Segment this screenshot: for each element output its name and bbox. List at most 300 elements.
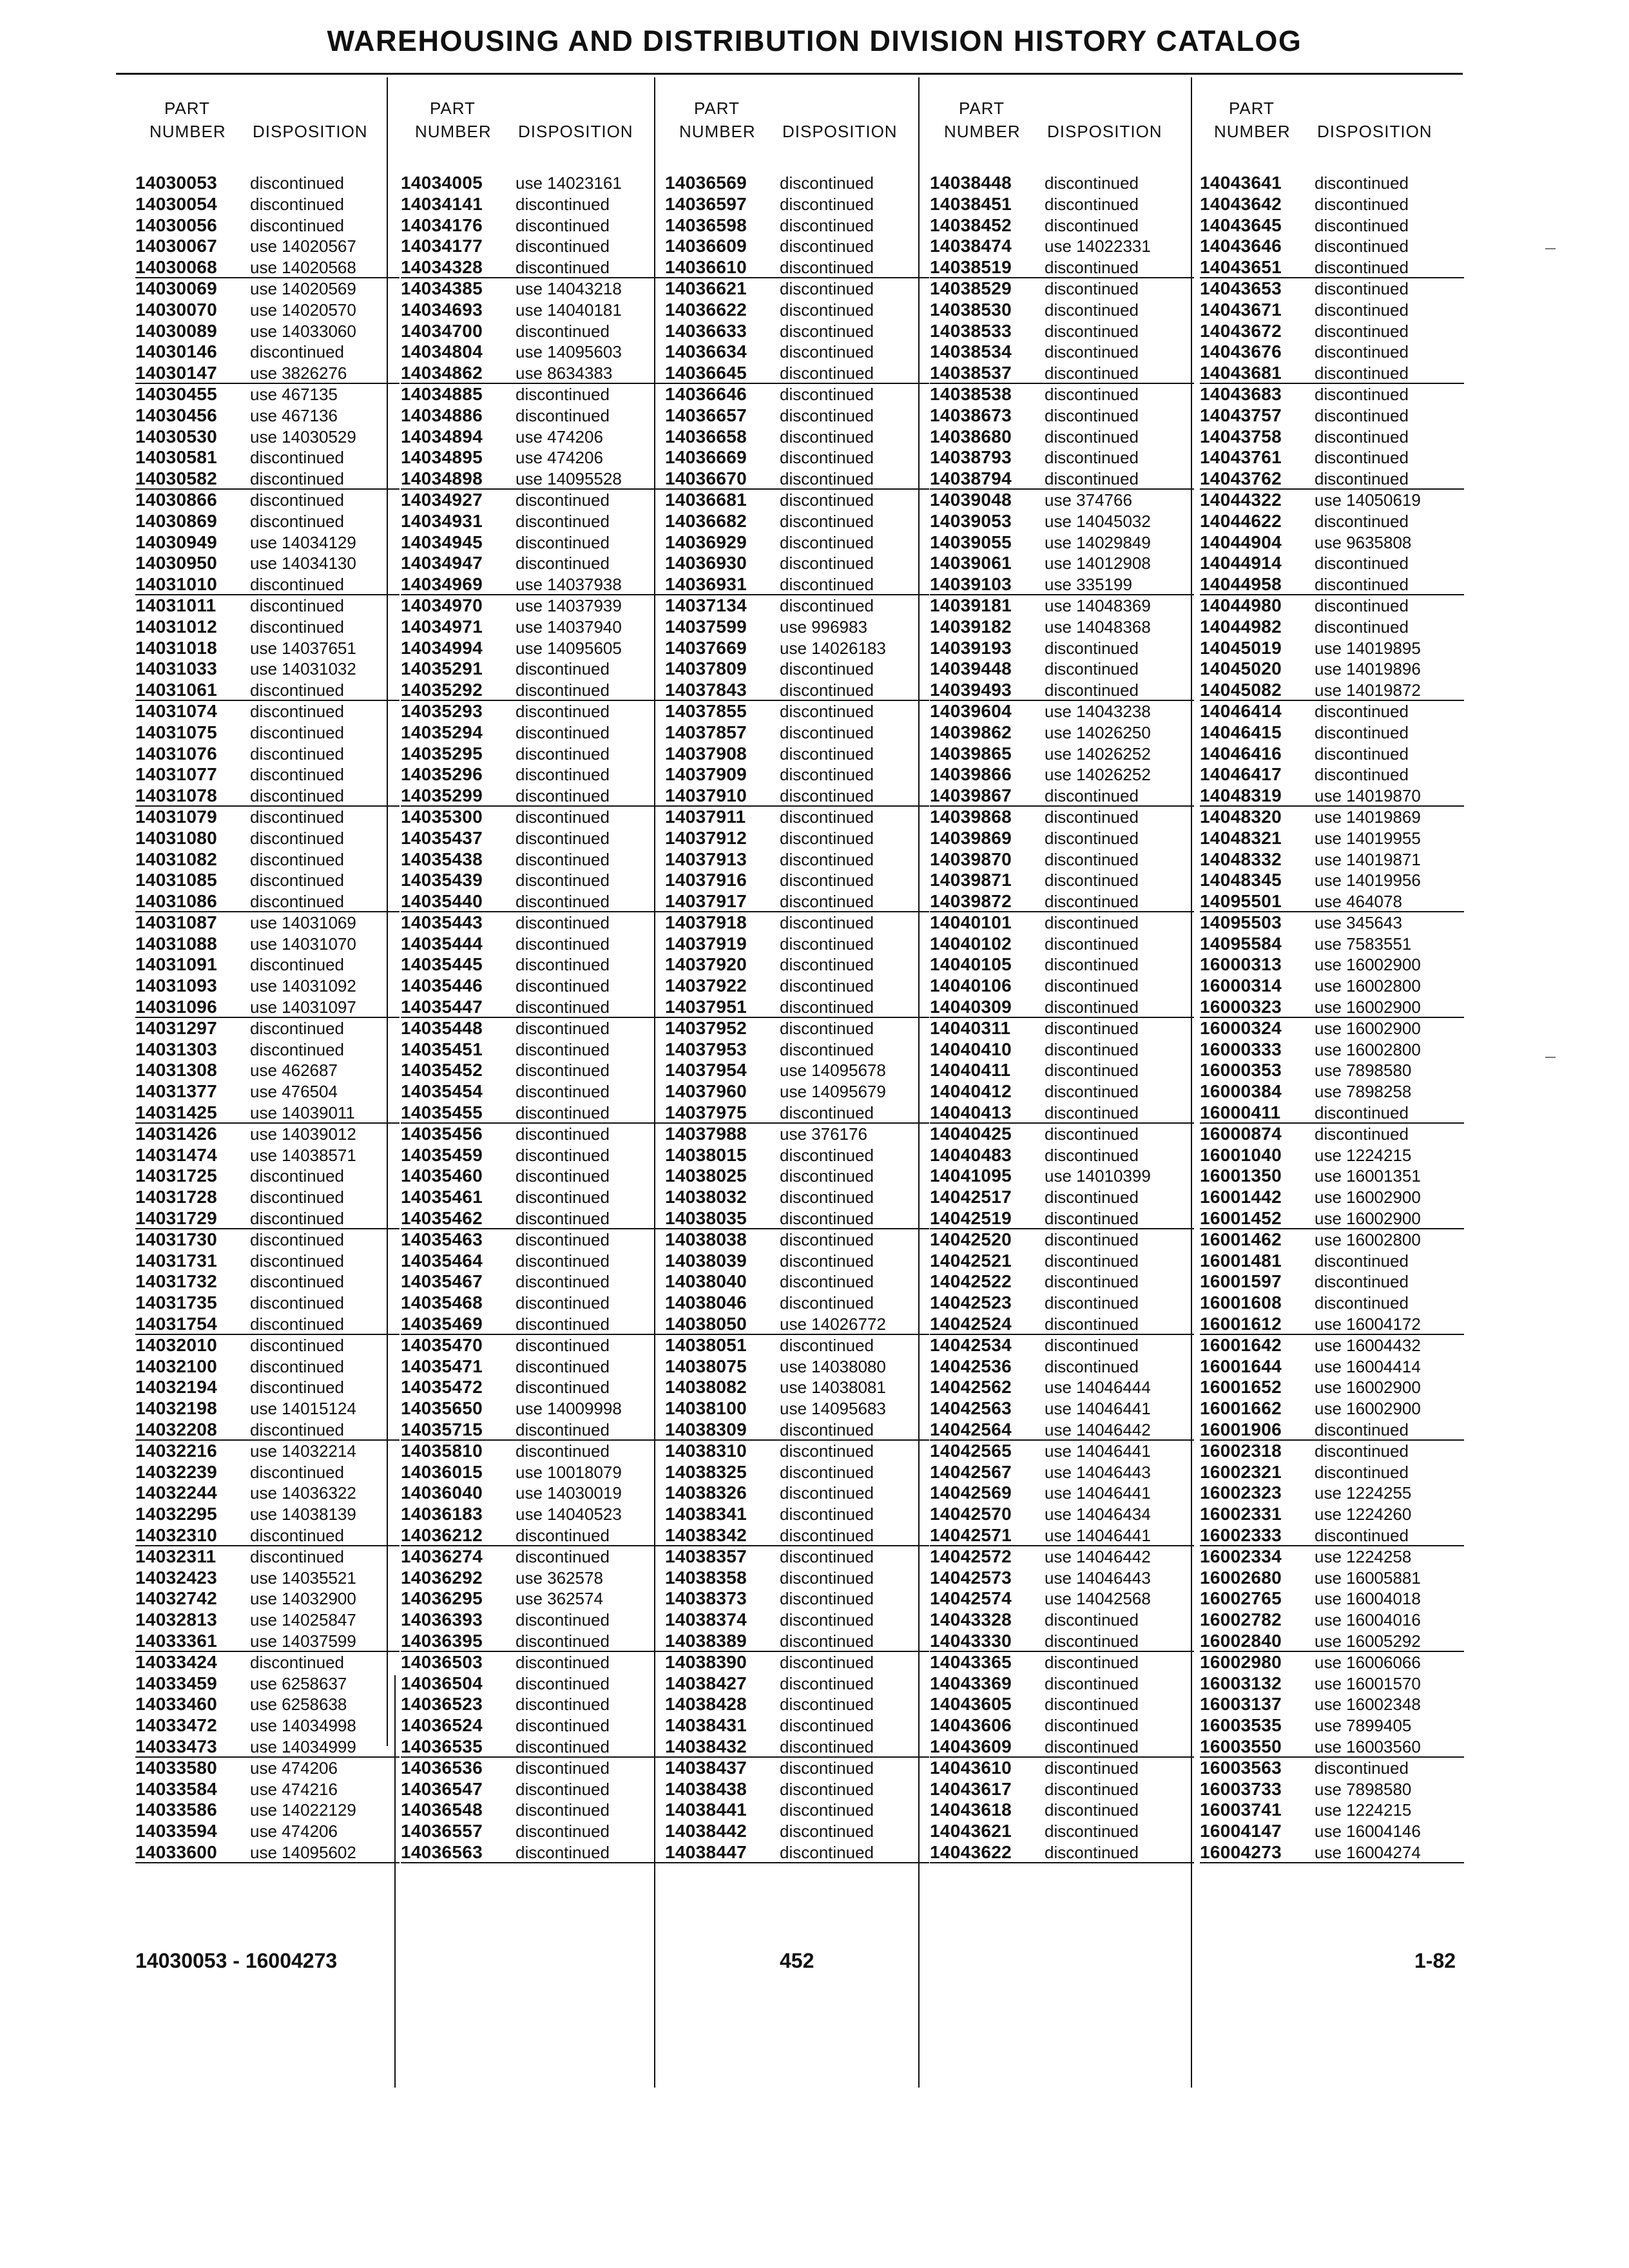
- disposition: discontinued: [780, 659, 874, 679]
- disposition: discontinued: [250, 173, 344, 193]
- catalog-row: [930, 785, 1194, 807]
- catalog-row: [135, 658, 400, 680]
- disposition: discontinued: [780, 278, 874, 298]
- catalog-rows: [1200, 173, 1464, 1863]
- catalog-row: [930, 1060, 1194, 1081]
- catalog-row: [665, 1631, 929, 1652]
- disposition: discontinued: [516, 892, 610, 912]
- catalog-row: [665, 1441, 929, 1462]
- disposition: discontinued: [516, 1378, 610, 1398]
- part-number: 14038051: [665, 1334, 747, 1355]
- disposition: use 345643: [1315, 912, 1402, 932]
- catalog-row: [930, 511, 1194, 532]
- part-number: 14095501: [1200, 891, 1282, 912]
- part-number: 14044958: [1200, 574, 1282, 595]
- part-number: 14033580: [135, 1757, 217, 1778]
- disposition: discontinued: [516, 1124, 610, 1144]
- disposition: use 14019955: [1315, 828, 1421, 848]
- part-number: 14030949: [135, 532, 217, 552]
- disposition: discontinued: [780, 1736, 874, 1756]
- part-number: 14033600: [135, 1841, 217, 1862]
- part-number: 14031079: [135, 806, 217, 827]
- header-part: PART: [430, 99, 476, 118]
- catalog-row: [930, 215, 1194, 236]
- disposition: discontinued: [516, 1610, 610, 1630]
- disposition: discontinued: [516, 1716, 610, 1736]
- catalog-row: [135, 511, 400, 532]
- disposition: discontinued: [780, 1293, 874, 1313]
- disposition: discontinued: [250, 807, 344, 827]
- catalog-row: [135, 1842, 400, 1863]
- part-number: 14042570: [930, 1504, 1012, 1524]
- catalog-row: [135, 173, 400, 194]
- disposition: discontinued: [516, 1166, 610, 1186]
- catalog-row: [401, 1018, 665, 1039]
- catalog-row: [401, 1652, 665, 1673]
- catalog-row: [401, 595, 665, 617]
- catalog-row: [930, 300, 1194, 321]
- part-number: 14048319: [1200, 785, 1282, 806]
- disposition: discontinued: [1315, 1758, 1409, 1778]
- disposition: discontinued: [1045, 1039, 1139, 1059]
- catalog-row: [135, 1673, 400, 1695]
- disposition: discontinued: [1045, 1209, 1139, 1229]
- catalog-row: [135, 1610, 400, 1631]
- part-number: 14035715: [401, 1419, 483, 1440]
- catalog-row: [930, 278, 1194, 300]
- part-number: 14032311: [135, 1546, 217, 1566]
- disposition: discontinued: [1315, 1420, 1409, 1440]
- disposition: use 3826276: [250, 363, 347, 383]
- part-number: 14037951: [665, 997, 747, 1017]
- part-number: 14036598: [665, 215, 747, 235]
- catalog-row: [401, 934, 665, 955]
- catalog-row: [135, 828, 400, 849]
- catalog-row: [401, 574, 665, 595]
- disposition: use 10018079: [516, 1462, 622, 1482]
- part-number: 14031303: [135, 1039, 217, 1059]
- disposition: use 16006066: [1315, 1652, 1421, 1672]
- part-number: 14030582: [135, 468, 217, 489]
- disposition: discontinued: [1315, 448, 1409, 468]
- disposition: discontinued: [250, 1314, 344, 1334]
- disposition: discontinued: [1045, 934, 1139, 954]
- disposition: discontinued: [516, 1526, 610, 1545]
- catalog-row: [135, 1568, 400, 1589]
- header-part: PART: [1229, 99, 1275, 118]
- part-number: 14040101: [930, 912, 1012, 932]
- catalog-row: [1200, 975, 1464, 997]
- part-number: 14037917: [665, 891, 747, 912]
- disposition: discontinued: [516, 765, 610, 785]
- part-number: 14035470: [401, 1334, 483, 1355]
- disposition: discontinued: [516, 1441, 610, 1461]
- catalog-row: [665, 1800, 929, 1821]
- part-number: 14038039: [665, 1250, 747, 1271]
- part-number: 14035447: [401, 997, 483, 1017]
- disposition: use 462687: [250, 1061, 338, 1081]
- disposition: discontinued: [250, 701, 344, 721]
- catalog-row: [1200, 468, 1464, 490]
- catalog-row: [135, 1694, 400, 1715]
- disposition: discontinued: [1045, 1736, 1139, 1756]
- part-number: 14037912: [665, 827, 747, 848]
- part-number: 14039193: [930, 637, 1012, 658]
- catalog-row: [135, 532, 400, 553]
- disposition: discontinued: [1045, 1251, 1139, 1271]
- disposition: discontinued: [250, 870, 344, 890]
- catalog-row: [1200, 1673, 1464, 1695]
- part-number: 14030146: [135, 341, 217, 362]
- catalog-row: [1200, 1842, 1464, 1863]
- disposition: use 464078: [1315, 892, 1402, 912]
- disposition: use 476504: [250, 1082, 338, 1102]
- catalog-row: [401, 1462, 665, 1483]
- disposition: discontinued: [516, 258, 610, 278]
- catalog-row: [401, 1166, 665, 1187]
- part-number: 14036292: [401, 1567, 483, 1588]
- part-number: 14043365: [930, 1651, 1012, 1672]
- disposition: use 14046443: [1045, 1568, 1151, 1588]
- disposition: discontinued: [780, 427, 874, 447]
- part-number: 16001612: [1200, 1314, 1282, 1334]
- part-number: 14031085: [135, 870, 217, 890]
- part-number: 14035444: [401, 933, 483, 954]
- part-number: 14042517: [930, 1187, 1012, 1207]
- disposition: use 14019896: [1315, 659, 1421, 679]
- catalog-row: [135, 341, 400, 363]
- catalog-row: [1200, 1335, 1464, 1356]
- part-number: 14039867: [930, 785, 1012, 806]
- part-number: 14038310: [665, 1440, 747, 1461]
- catalog-row: [401, 321, 665, 342]
- catalog-row: [930, 1293, 1194, 1314]
- part-number: 14039448: [930, 658, 1012, 679]
- part-number: 14035293: [401, 700, 483, 721]
- part-number: 14040411: [930, 1060, 1011, 1081]
- catalog-row: [401, 1124, 665, 1145]
- disposition: discontinued: [1045, 870, 1139, 890]
- part-number: 16003563: [1200, 1757, 1282, 1778]
- part-number: 14038437: [665, 1757, 747, 1778]
- part-number: 14035456: [401, 1123, 483, 1144]
- catalog-row: [401, 701, 665, 722]
- disposition: discontinued: [516, 1673, 610, 1693]
- catalog-row: [1200, 1568, 1464, 1589]
- catalog-row: [930, 1546, 1194, 1568]
- catalog-row: [930, 1588, 1194, 1610]
- disposition: discontinued: [250, 1546, 344, 1566]
- disposition: discontinued: [780, 363, 874, 383]
- disposition: discontinued: [1315, 236, 1409, 256]
- catalog-row: [930, 1821, 1194, 1842]
- part-number: 14043330: [930, 1630, 1012, 1651]
- disposition: discontinued: [1045, 1758, 1139, 1778]
- part-number: 14036212: [401, 1525, 483, 1545]
- part-number: 14034385: [401, 278, 483, 298]
- part-number: 14036609: [665, 236, 747, 256]
- part-number: 14038358: [665, 1567, 747, 1588]
- disposition: use 14031070: [250, 934, 356, 954]
- part-number: 14042572: [930, 1546, 1012, 1566]
- disposition: discontinued: [1315, 595, 1409, 615]
- part-number: 14038438: [665, 1778, 747, 1799]
- catalog-row: [135, 1251, 400, 1272]
- disposition: discontinued: [780, 1209, 874, 1229]
- disposition: discontinued: [780, 448, 874, 468]
- catalog-row: [1200, 363, 1464, 384]
- part-number: 14037843: [665, 680, 747, 700]
- part-number: 14043605: [930, 1694, 1012, 1715]
- catalog-row: [1200, 321, 1464, 342]
- catalog-row: [401, 849, 665, 870]
- part-number: 14038015: [665, 1144, 747, 1165]
- disposition: use 14046441: [1045, 1483, 1151, 1503]
- disposition: use 7898258: [1315, 1082, 1412, 1102]
- part-number: 14036393: [401, 1610, 483, 1630]
- part-number: 14038452: [930, 215, 1012, 235]
- disposition: discontinued: [250, 575, 344, 595]
- catalog-row: [1200, 912, 1464, 934]
- catalog-row: [665, 1018, 929, 1039]
- disposition: use 16004172: [1315, 1314, 1421, 1334]
- catalog-row: [930, 1842, 1194, 1863]
- catalog-row: [1200, 1631, 1464, 1652]
- catalog-row: [1200, 1081, 1464, 1102]
- disposition: discontinued: [1045, 955, 1139, 975]
- part-number: 14036524: [401, 1715, 483, 1736]
- part-number: 14038342: [665, 1525, 747, 1545]
- catalog-row: [135, 1800, 400, 1821]
- part-number: 14036523: [401, 1694, 483, 1715]
- catalog-row: [401, 658, 665, 680]
- disposition: use 14031097: [250, 997, 356, 1017]
- disposition: discontinued: [780, 342, 874, 362]
- catalog-row: [135, 1525, 400, 1546]
- disposition: discontinued: [516, 934, 610, 954]
- catalog-row: [401, 1483, 665, 1504]
- catalog-row: [930, 321, 1194, 342]
- part-number: 14038448: [930, 173, 1012, 193]
- disposition: discontinued: [1045, 427, 1139, 447]
- disposition: discontinued: [1045, 807, 1139, 827]
- part-number: 14039872: [930, 891, 1012, 912]
- disposition: discontinued: [516, 405, 610, 425]
- catalog-row: [1200, 1229, 1464, 1251]
- disposition: use 16002900: [1315, 955, 1421, 975]
- catalog-row: [665, 427, 929, 448]
- disposition: use 14019870: [1315, 786, 1421, 806]
- disposition: discontinued: [1315, 1441, 1409, 1461]
- part-number: 14095584: [1200, 933, 1282, 954]
- disposition: use 14031069: [250, 912, 356, 932]
- disposition: discontinued: [1315, 1272, 1409, 1292]
- part-number: 14039493: [930, 680, 1012, 700]
- disposition: discontinued: [516, 1821, 610, 1841]
- catalog-row: [401, 341, 665, 363]
- disposition: discontinued: [250, 1166, 344, 1186]
- catalog-row: [401, 1441, 665, 1462]
- disposition: discontinued: [1045, 849, 1139, 869]
- catalog-row: [401, 1102, 665, 1124]
- catalog-row: [930, 1229, 1194, 1251]
- part-number: 14043645: [1200, 215, 1282, 235]
- part-number: 14035460: [401, 1166, 483, 1186]
- catalog-row: [401, 511, 665, 532]
- part-number: 14034945: [401, 532, 483, 552]
- part-number: 14036563: [401, 1841, 483, 1862]
- disposition: use 14095683: [780, 1399, 886, 1419]
- disposition: use 1224258: [1315, 1546, 1412, 1566]
- disposition: discontinued: [780, 744, 874, 764]
- catalog-row: [665, 1588, 929, 1610]
- catalog-row: [135, 1652, 400, 1673]
- catalog-row: [401, 1145, 665, 1166]
- header-number: NUMBER: [679, 122, 756, 141]
- disposition: discontinued: [1045, 1124, 1139, 1144]
- catalog-row: [930, 891, 1194, 912]
- part-number: 14038442: [665, 1821, 747, 1841]
- catalog-row: [1200, 1694, 1464, 1715]
- part-number: 14043761: [1200, 447, 1282, 468]
- disposition: use 14046443: [1045, 1462, 1151, 1482]
- disposition: discontinued: [780, 786, 874, 806]
- disposition: discontinued: [1315, 722, 1409, 742]
- disposition: discontinued: [250, 1018, 344, 1038]
- catalog-row: [1200, 1271, 1464, 1293]
- disposition: discontinued: [1045, 258, 1139, 278]
- part-number: 14031096: [135, 997, 217, 1017]
- catalog-row: [135, 997, 400, 1018]
- disposition: use 14039011: [250, 1103, 355, 1123]
- disposition: discontinued: [1315, 701, 1409, 721]
- catalog-row: [930, 1377, 1194, 1398]
- part-number: 14031087: [135, 912, 217, 932]
- catalog-row: [401, 553, 665, 574]
- part-number: 14038035: [665, 1208, 747, 1229]
- catalog-row: [401, 828, 665, 849]
- part-number: 14035299: [401, 785, 483, 806]
- disposition: discontinued: [1045, 278, 1139, 298]
- disposition: use 14033060: [250, 321, 356, 341]
- catalog-row: [665, 807, 929, 828]
- catalog-row: [401, 384, 665, 405]
- disposition: discontinued: [1045, 1335, 1139, 1355]
- part-number: 14043606: [930, 1715, 1012, 1736]
- disposition: use 7583551: [1315, 934, 1412, 954]
- part-number: 16000324: [1200, 1017, 1282, 1038]
- title-rule: [116, 73, 1463, 75]
- disposition: use 7898580: [1315, 1061, 1412, 1081]
- catalog-row: [135, 1715, 400, 1736]
- part-number: 14038538: [930, 383, 1012, 404]
- disposition: use 14039012: [250, 1124, 356, 1144]
- catalog-row: [1200, 1145, 1464, 1166]
- part-number: 14035295: [401, 743, 483, 764]
- catalog-row: [930, 1673, 1194, 1695]
- part-number: 14030950: [135, 553, 217, 573]
- catalog-row: [665, 997, 929, 1018]
- catalog-row: [135, 1588, 400, 1610]
- catalog-row: [930, 1145, 1194, 1166]
- catalog-row: [1200, 828, 1464, 849]
- disposition: discontinued: [1045, 1356, 1139, 1376]
- catalog-row: [665, 1377, 929, 1398]
- part-number: 14037908: [665, 743, 747, 764]
- catalog-row: [401, 1610, 665, 1631]
- catalog-row: [1200, 1800, 1464, 1821]
- disposition: use 14046444: [1045, 1378, 1151, 1398]
- catalog-row: [1200, 807, 1464, 828]
- disposition: discontinued: [516, 1314, 610, 1334]
- catalog-row: [930, 553, 1194, 574]
- catalog-row: [1200, 1821, 1464, 1842]
- part-number: 14043671: [1200, 299, 1282, 320]
- catalog-row: [1200, 574, 1464, 595]
- part-number: 14032310: [135, 1525, 217, 1545]
- disposition: discontinued: [780, 1568, 874, 1588]
- disposition: discontinued: [1045, 1821, 1139, 1841]
- part-number: 14039181: [930, 595, 1012, 615]
- part-number: 14036548: [401, 1800, 483, 1820]
- catalog-row: [135, 1081, 400, 1102]
- catalog-row: [1200, 1610, 1464, 1631]
- disposition: discontinued: [250, 955, 344, 975]
- disposition: discontinued: [780, 532, 874, 552]
- disposition: discontinued: [1045, 786, 1139, 806]
- catalog-row: [665, 828, 929, 849]
- part-number: 16001642: [1200, 1334, 1282, 1355]
- disposition: discontinued: [1045, 976, 1139, 996]
- disposition: use 14031032: [250, 659, 356, 679]
- disposition: use 14029849: [1045, 532, 1151, 552]
- part-number: 14037919: [665, 933, 747, 954]
- part-number: 14037855: [665, 700, 747, 721]
- part-number: 14038680: [930, 426, 1012, 447]
- disposition: discontinued: [516, 659, 610, 679]
- disposition: discontinued: [1315, 427, 1409, 447]
- disposition: discontinued: [780, 1251, 874, 1271]
- part-number: 14039870: [930, 849, 1012, 869]
- disposition: discontinued: [1045, 448, 1139, 468]
- disposition: discontinued: [780, 1272, 874, 1292]
- page-title: WAREHOUSING AND DISTRIBUTION DIVISION HISTORY CATALOG: [327, 24, 1302, 57]
- catalog-row: [401, 744, 665, 765]
- part-number: 14043328: [930, 1610, 1012, 1630]
- catalog-row: [1200, 236, 1464, 257]
- part-number: 14031082: [135, 849, 217, 869]
- disposition: discontinued: [516, 1018, 610, 1038]
- catalog-row: [1200, 1441, 1464, 1462]
- catalog-row: [665, 1314, 929, 1335]
- catalog-row: [401, 1039, 665, 1061]
- part-number: 14036040: [401, 1483, 483, 1503]
- part-number: 14043618: [930, 1800, 1012, 1820]
- catalog-row: [135, 1166, 400, 1187]
- part-number: 14037953: [665, 1039, 747, 1059]
- part-number: 14043757: [1200, 405, 1282, 425]
- catalog-row: [930, 173, 1194, 194]
- part-number: 14038427: [665, 1673, 747, 1693]
- disposition: discontinued: [780, 511, 874, 531]
- part-number: 14039103: [930, 574, 1012, 595]
- catalog-row: [135, 490, 400, 511]
- catalog-row: [930, 1652, 1194, 1673]
- part-number: 14036183: [401, 1504, 483, 1524]
- part-number: 14035448: [401, 1017, 483, 1038]
- part-number: 14032208: [135, 1419, 217, 1440]
- disposition: discontinued: [1045, 1103, 1139, 1123]
